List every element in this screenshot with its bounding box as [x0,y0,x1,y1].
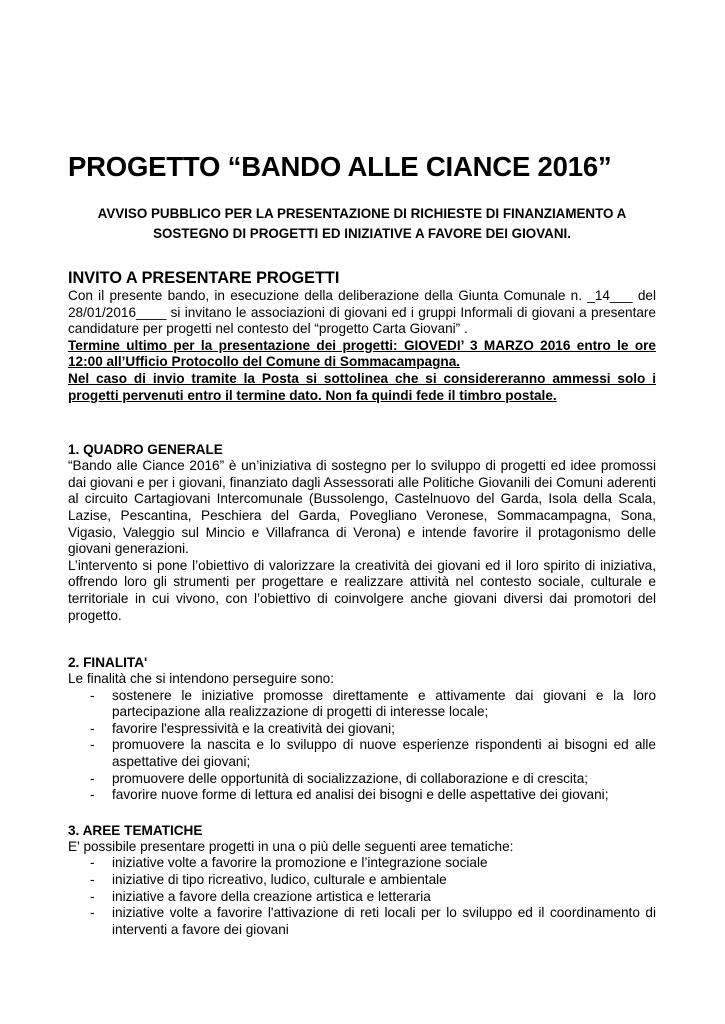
section3-intro: E' possibile presentare progetti in una o più delle seguenti aree tematiche: [68,838,514,854]
finalita-list [68,688,656,804]
bullet-dash: - [90,888,95,904]
bullet-dash: - [90,872,95,888]
section1-paragraph: L’intervento si pone l’obiettivo di valorizzare la creatività dei giovani ed il loro spirito di iniziativa, offrendo loro gli strumenti per progettare e realizzare attività nel contesto sociale, culturale e territoriale in cui vivono, con l’obiettivo di coinvolgere anche giovani diversi dai promotori del progetto. [68,557,656,623]
bullet-dash: - [90,855,95,871]
section2-heading: 2. FINALITA' [68,655,148,671]
list-item [68,737,656,770]
post-notice: Nel caso di invio tramite la Posta si sottolinea che si considereranno ammessi solo i progetti pervenuti entro il termine dato. Non fa quindi fede il timbro postale. [68,370,656,403]
section2-intro: Le finalità che si intendono perseguire sono: [68,671,335,687]
list-item [68,855,656,872]
list-item-text: iniziative a favore della creazione artistica e letteraria [112,888,431,904]
section1-paragraph: “Bando alle Ciance 2016” è un’iniziativa di sostegno per lo sviluppo di progetti ed idee promossi dai giovani e per i giovani, finanziato dagli Assessorati alle Politiche Giovanili dei Comuni aderenti al circuito Cartagiovani Intercomunale (Bussolengo, Castelnuovo del Garda, Isola della Scala, Lazise, Pescantina, Peschiera del Garda, Povegliano Veronese, Sommacampagna, Sona, Vigasio, Valeggio sul Mincio e Villafranca di Verona) e intende favorire il protagonismo delle giovani generazioni. [68,458,656,557]
section3-heading: 3. AREE TEMATICHE [68,822,203,838]
invito-body: Con il presente bando, in esecuzione della deliberazione della Giunta Comunale n. _14___ del 28/01/2016____ si invitano le associazioni di giovani ed i gruppi Informali di giovani a presentare candidature per progetti nel contesto del “progetto Carta Giovani” . [68,288,656,337]
list-item-text: iniziative volte a favorire la promozione e l’integrazione sociale [112,855,488,871]
section-aree-tematiche [68,822,656,939]
section-quadro-generale [68,441,656,624]
list-item-text: iniziative di tipo ricreativo, ludico, culturale e ambientale [112,872,447,888]
aree-list [68,855,656,938]
bullet-dash: - [90,787,95,803]
document-subtitle: AVVISO PUBBLICO PER LA PRESENTAZIONE DI RICHIESTE DI FINANZIAMENTO A SOSTEGNO DI PROGETTI ED INIZIATIVE A FAVORE DEI GIOVANI. [97,206,627,241]
list-item [68,771,656,788]
list-item-text: favorire nuove forme di lettura ed analisi dei bisogni e delle aspettative dei giovani; [112,787,609,803]
bullet-dash: - [90,905,95,921]
list-item-text: promuovere la nascita e lo sviluppo di nuove esperienze rispondenti ai bisogni ed alle aspettative dei giovani; [112,737,656,770]
deadline-notice: Termine ultimo per la presentazione dei progetti: GIOVEDI’ 3 MARZO 2016 entro le ore 12:00 all’Ufficio Protocollo del Comune di Sommacampagna. [68,337,656,370]
bullet-dash: - [90,720,95,736]
list-item [68,905,656,938]
bullet-dash: - [90,770,95,786]
bullet-dash: - [90,737,95,753]
list-item-text: sostenere le iniziative promosse direttamente e attivamente dai giovani e la loro partecipazione alla realizzazione di progetti di interesse locale; [112,687,656,720]
list-item [68,688,656,721]
invito-heading: INVITO A PRESENTARE PROGETTI [68,269,340,287]
list-item [68,889,656,906]
section-finalita [68,654,656,804]
list-item [68,787,656,804]
document-page [68,150,656,938]
list-item-text: promuovere delle opportunità di socializzazione, di collaborazione e di crescita; [112,770,589,786]
list-item-text: iniziative volte a favorire l'attivazione di reti locali per lo sviluppo ed il coordinamento di interventi a favore dei giovani [112,905,656,937]
list-item [68,721,656,738]
document-title: PROGETTO “BANDO ALLE CIANCE 2016” [68,151,612,182]
bullet-dash: - [90,687,95,703]
list-item-text: favorire l'espressività e la creatività dei giovani; [112,720,395,736]
list-item [68,872,656,889]
section1-heading: 1. QUADRO GENERALE [68,442,223,458]
